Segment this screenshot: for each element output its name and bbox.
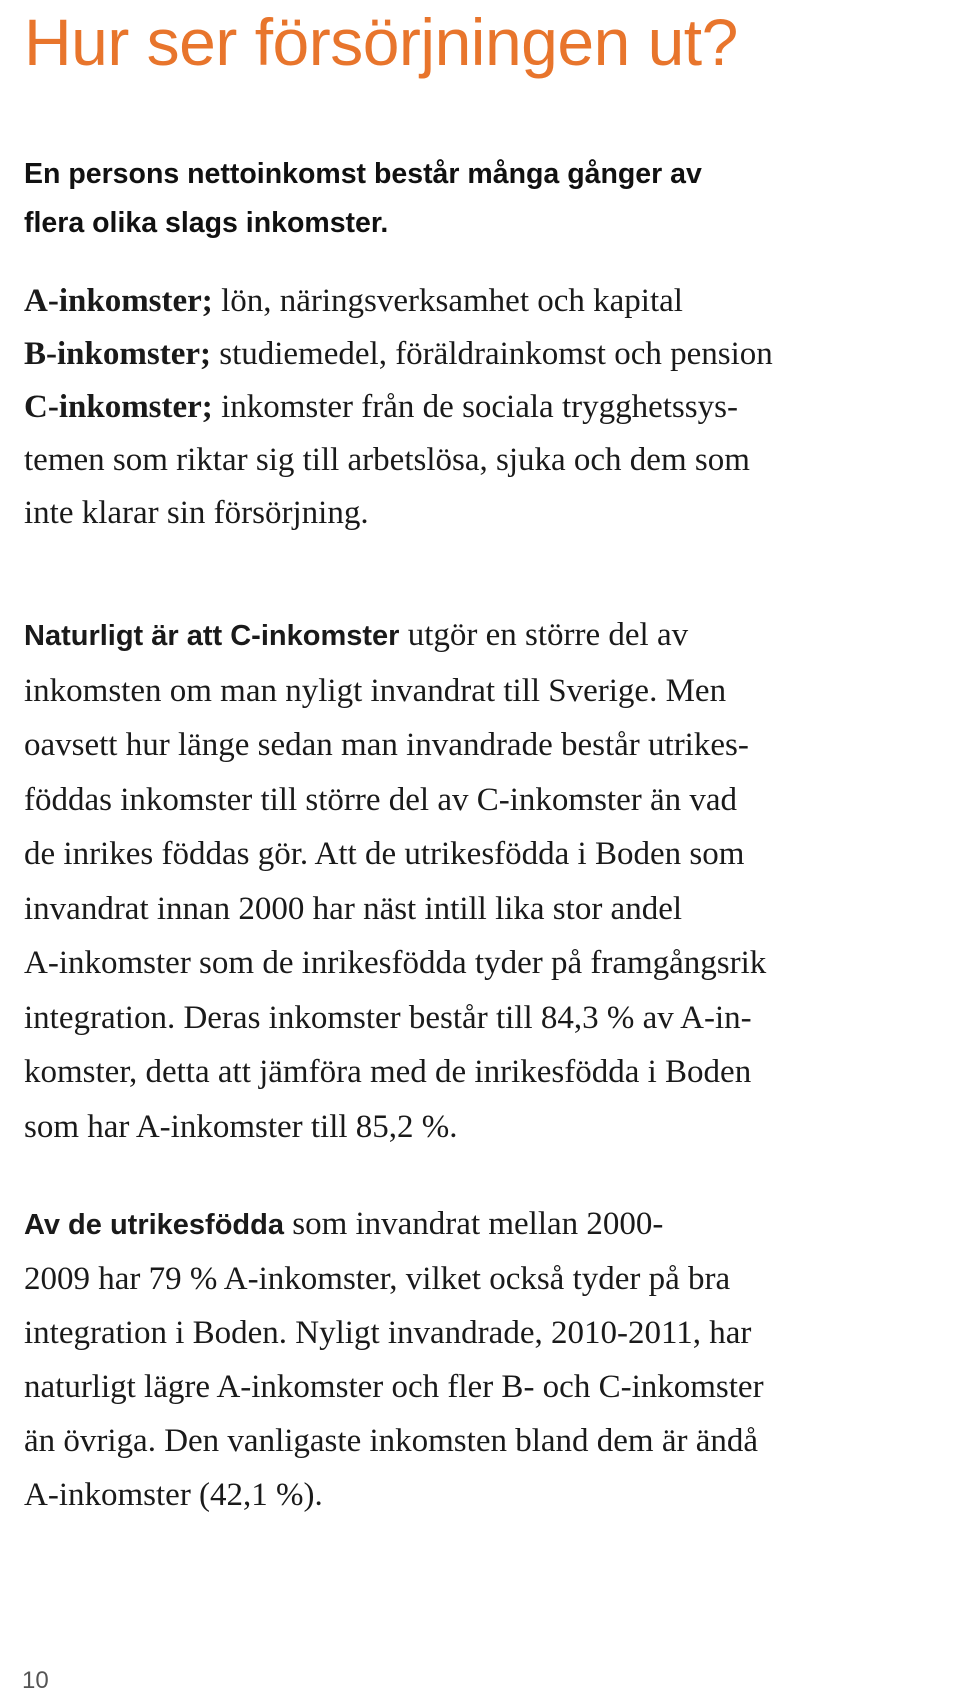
category-c — [24, 381, 944, 434]
category-c-continued: temen som riktar sig till arbetslösa, sjuka och dem som — [24, 442, 750, 478]
paragraph-lead: Naturligt är att C-inkomster — [24, 620, 400, 652]
category-c-text: inkomster från de sociala trygghetssys- — [221, 389, 738, 425]
paragraph-text: utgör en större del av — [407, 617, 689, 653]
page-title: Hur ser försörjningen ut? — [24, 5, 738, 79]
paragraph-line — [24, 608, 944, 664]
category-b — [24, 328, 944, 381]
paragraph-line: A-inkomster som de inrikesfödda tyder på framgångsrik — [24, 945, 767, 981]
paragraph-line: integration i Boden. Nyligt invandrade, 2010-2011, har — [24, 1315, 752, 1351]
paragraph-line: de inrikes föddas gör. Att de utrikesfödda i Boden som — [24, 836, 745, 872]
paragraph-line: komster, detta att jämföra med de inrikesfödda i Boden — [24, 1054, 752, 1090]
lead-line: En persons nettoinkomst består många gånger av — [24, 158, 702, 190]
paragraph-line: integration. Deras inkomster består till 84,3 % av A-in- — [24, 999, 752, 1036]
paragraph-line — [24, 1197, 944, 1252]
paragraph-line: oavsett hur länge sedan man invandrade består utrikes- — [24, 727, 749, 763]
paragraph-line: 2009 har 79 % A-inkomster, vilket också tyder på bra — [24, 1261, 731, 1297]
paragraph-line: än övriga. Den vanligaste inkomsten bland dem är ändå — [24, 1423, 759, 1459]
category-a — [24, 275, 944, 328]
paragraph-lead: Av de utrikesfödda — [24, 1209, 284, 1241]
category-b-text: studiemedel, föräldrainkomst och pension — [219, 336, 773, 372]
category-c-label: C-inkomster; — [24, 389, 213, 425]
paragraph-line: inkomsten om man nyligt invandrat till Sverige. Men — [24, 672, 727, 709]
paragraph-text: som invandrat mellan 2000- — [292, 1206, 664, 1242]
income-categories — [24, 275, 944, 540]
paragraph-line: naturligt lägre A-inkomster och fler B- och C-inkomster — [24, 1369, 764, 1405]
page-number: 10 — [22, 1667, 49, 1694]
category-b-label: B-inkomster; — [24, 336, 211, 372]
category-a-text: lön, näringsverksamhet och kapital — [221, 283, 683, 319]
paragraph-foreign-born — [24, 1197, 944, 1522]
paragraph-line: föddas inkomster till större del av C-inkomster än vad — [24, 781, 738, 818]
category-c-continued: inte klarar sin försörjning. — [24, 495, 369, 531]
category-a-label: A-inkomster; — [24, 283, 213, 319]
paragraph-c-income — [24, 608, 944, 1154]
paragraph-line: A-inkomster (42,1 %). — [24, 1477, 323, 1513]
paragraph-line: invandrat innan 2000 har näst intill lika stor andel — [24, 890, 683, 927]
paragraph-line: som har A-inkomster till 85,2 %. — [24, 1108, 458, 1145]
lead-paragraph — [24, 150, 924, 248]
lead-line: flera olika slags inkomster. — [24, 207, 389, 239]
